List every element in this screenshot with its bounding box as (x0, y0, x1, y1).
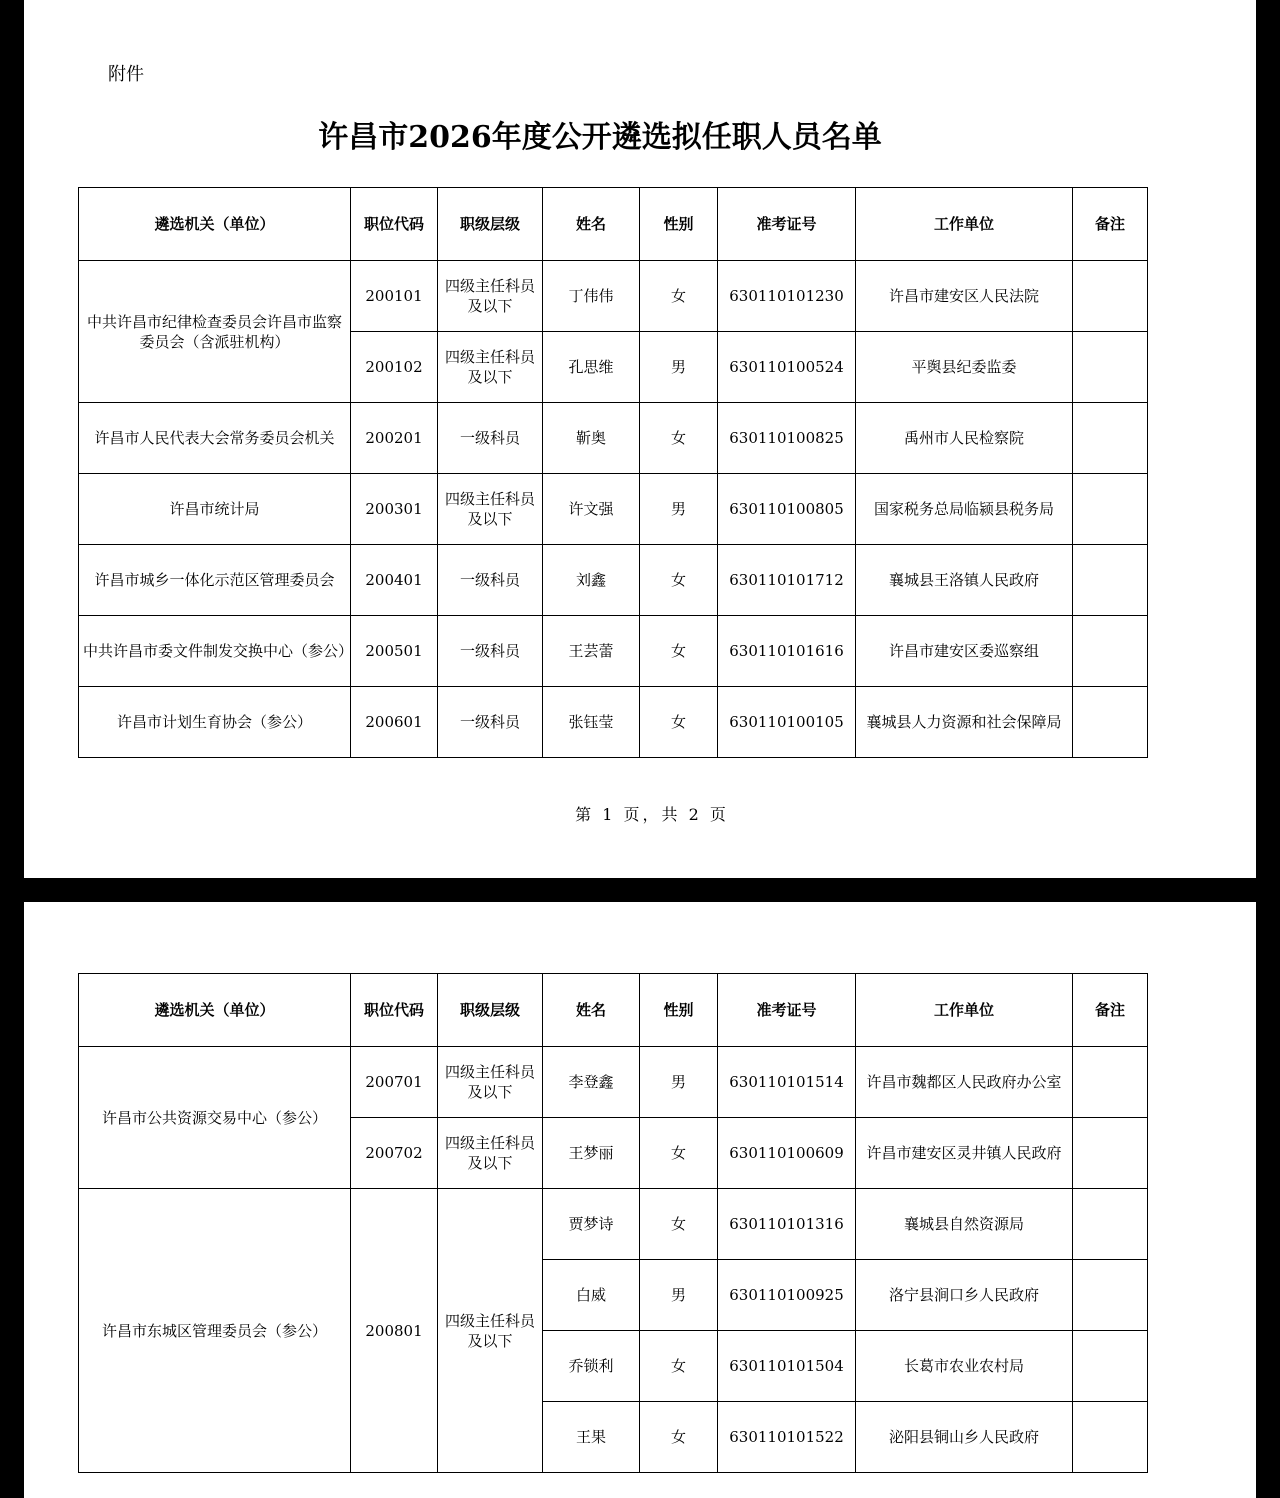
gender-cell: 男 (640, 474, 718, 545)
org-cell: 许昌市公共资源交易中心（参公） (79, 1047, 351, 1189)
col-header-name: 姓名 (543, 188, 640, 261)
org-cell: 许昌市计划生育协会（参公） (79, 687, 351, 758)
name-cell: 王芸蕾 (543, 616, 640, 687)
code-cell: 200101 (351, 261, 438, 332)
code-cell: 200801 (351, 1189, 438, 1473)
code-cell: 200301 (351, 474, 438, 545)
gender-cell: 男 (640, 1260, 718, 1331)
workplace-cell: 襄城县王洛镇人民政府 (856, 545, 1073, 616)
table-row (79, 403, 1148, 474)
gender-cell: 女 (640, 1118, 718, 1189)
org-cell: 中共许昌市委文件制发交换中心（参公） (79, 616, 351, 687)
level-cell: 四级主任科员及以下 (438, 1118, 543, 1189)
workplace-cell: 襄城县自然资源局 (856, 1189, 1073, 1260)
table-header-row (79, 974, 1148, 1047)
document-title: 许昌市2026年度公开遴选拟任职人员名单 (318, 120, 882, 155)
exam-no-cell: 630110100609 (718, 1118, 856, 1189)
col-header-remark: 备注 (1073, 974, 1148, 1047)
exam-no-cell: 630110100805 (718, 474, 856, 545)
gender-cell: 男 (640, 1047, 718, 1118)
name-cell: 王果 (543, 1402, 640, 1473)
col-header-workplace: 工作单位 (856, 188, 1073, 261)
table-row (79, 687, 1148, 758)
personnel-table-page-2 (78, 973, 1148, 1473)
level-cell: 四级主任科员及以下 (438, 1189, 543, 1473)
level-cell: 四级主任科员及以下 (438, 474, 543, 545)
workplace-cell: 长葛市农业农村局 (856, 1331, 1073, 1402)
remark-cell (1073, 1047, 1148, 1118)
code-cell: 200401 (351, 545, 438, 616)
level-cell: 一级科员 (438, 616, 543, 687)
workplace-cell: 襄城县人力资源和社会保障局 (856, 687, 1073, 758)
org-cell: 许昌市城乡一体化示范区管理委员会 (79, 545, 351, 616)
table-row (79, 474, 1148, 545)
remark-cell (1073, 403, 1148, 474)
remark-cell (1073, 261, 1148, 332)
remark-cell (1073, 1402, 1148, 1473)
name-cell: 白威 (543, 1260, 640, 1331)
table-row (79, 1047, 1148, 1118)
remark-cell (1073, 1331, 1148, 1402)
remark-cell (1073, 616, 1148, 687)
workplace-cell: 许昌市建安区委巡察组 (856, 616, 1073, 687)
code-cell: 200501 (351, 616, 438, 687)
col-header-exam-no: 准考证号 (718, 974, 856, 1047)
name-cell: 王梦丽 (543, 1118, 640, 1189)
attachment-label: 附件 (108, 64, 144, 85)
level-cell: 一级科员 (438, 545, 543, 616)
exam-no-cell: 630110101514 (718, 1047, 856, 1118)
table-row (79, 616, 1148, 687)
exam-no-cell: 630110101616 (718, 616, 856, 687)
col-header-level: 职级层级 (438, 188, 543, 261)
col-header-code: 职位代码 (351, 188, 438, 261)
exam-no-cell: 630110100524 (718, 332, 856, 403)
name-cell: 刘鑫 (543, 545, 640, 616)
workplace-cell: 许昌市建安区人民法院 (856, 261, 1073, 332)
gender-cell: 女 (640, 687, 718, 758)
org-cell: 许昌市东城区管理委员会（参公） (79, 1189, 351, 1473)
code-cell: 200102 (351, 332, 438, 403)
col-header-gender: 性别 (640, 188, 718, 261)
code-cell: 200702 (351, 1118, 438, 1189)
exam-no-cell: 630110100925 (718, 1260, 856, 1331)
gender-cell: 女 (640, 616, 718, 687)
workplace-cell: 泌阳县铜山乡人民政府 (856, 1402, 1073, 1473)
workplace-cell: 许昌市建安区灵井镇人民政府 (856, 1118, 1073, 1189)
level-cell: 一级科员 (438, 687, 543, 758)
col-header-exam-no: 准考证号 (718, 188, 856, 261)
remark-cell (1073, 1189, 1148, 1260)
workplace-cell: 洛宁县涧口乡人民政府 (856, 1260, 1073, 1331)
level-cell: 四级主任科员及以下 (438, 261, 543, 332)
exam-no-cell: 630110101504 (718, 1331, 856, 1402)
name-cell: 许文强 (543, 474, 640, 545)
exam-no-cell: 630110101230 (718, 261, 856, 332)
table-row (79, 261, 1148, 332)
workplace-cell: 许昌市魏都区人民政府办公室 (856, 1047, 1073, 1118)
gender-cell: 女 (640, 545, 718, 616)
exam-no-cell: 630110100825 (718, 403, 856, 474)
workplace-cell: 平舆县纪委监委 (856, 332, 1073, 403)
remark-cell (1073, 1260, 1148, 1331)
col-header-workplace: 工作单位 (856, 974, 1073, 1047)
level-cell: 四级主任科员及以下 (438, 332, 543, 403)
exam-no-cell: 630110100105 (718, 687, 856, 758)
table-header-row (79, 188, 1148, 261)
table-row (79, 1189, 1148, 1260)
name-cell: 乔锁利 (543, 1331, 640, 1402)
name-cell: 李登鑫 (543, 1047, 640, 1118)
org-cell: 中共许昌市纪律检查委员会许昌市监察委员会（含派驻机构） (79, 261, 351, 403)
name-cell: 孔思维 (543, 332, 640, 403)
col-header-name: 姓名 (543, 974, 640, 1047)
remark-cell (1073, 687, 1148, 758)
gender-cell: 男 (640, 332, 718, 403)
code-cell: 200601 (351, 687, 438, 758)
workplace-cell: 国家税务总局临颍县税务局 (856, 474, 1073, 545)
remark-cell (1073, 332, 1148, 403)
name-cell: 靳奥 (543, 403, 640, 474)
org-cell: 许昌市统计局 (79, 474, 351, 545)
col-header-level: 职级层级 (438, 974, 543, 1047)
personnel-table-page-1 (78, 187, 1148, 758)
name-cell: 贾梦诗 (543, 1189, 640, 1260)
gender-cell: 女 (640, 261, 718, 332)
page-footer: 第 1 页，共 2 页 (575, 805, 729, 824)
exam-no-cell: 630110101522 (718, 1402, 856, 1473)
workplace-cell: 禹州市人民检察院 (856, 403, 1073, 474)
gender-cell: 女 (640, 403, 718, 474)
gender-cell: 女 (640, 1189, 718, 1260)
level-cell: 四级主任科员及以下 (438, 1047, 543, 1118)
remark-cell (1073, 545, 1148, 616)
exam-no-cell: 630110101712 (718, 545, 856, 616)
remark-cell (1073, 1118, 1148, 1189)
name-cell: 丁伟伟 (543, 261, 640, 332)
gender-cell: 女 (640, 1402, 718, 1473)
code-cell: 200701 (351, 1047, 438, 1118)
level-cell: 一级科员 (438, 403, 543, 474)
col-header-org: 遴选机关（单位） (79, 188, 351, 261)
gender-cell: 女 (640, 1331, 718, 1402)
remark-cell (1073, 474, 1148, 545)
name-cell: 张钰莹 (543, 687, 640, 758)
org-cell: 许昌市人民代表大会常务委员会机关 (79, 403, 351, 474)
exam-no-cell: 630110101316 (718, 1189, 856, 1260)
col-header-org: 遴选机关（单位） (79, 974, 351, 1047)
col-header-remark: 备注 (1073, 188, 1148, 261)
table-row (79, 545, 1148, 616)
code-cell: 200201 (351, 403, 438, 474)
col-header-code: 职位代码 (351, 974, 438, 1047)
col-header-gender: 性别 (640, 974, 718, 1047)
